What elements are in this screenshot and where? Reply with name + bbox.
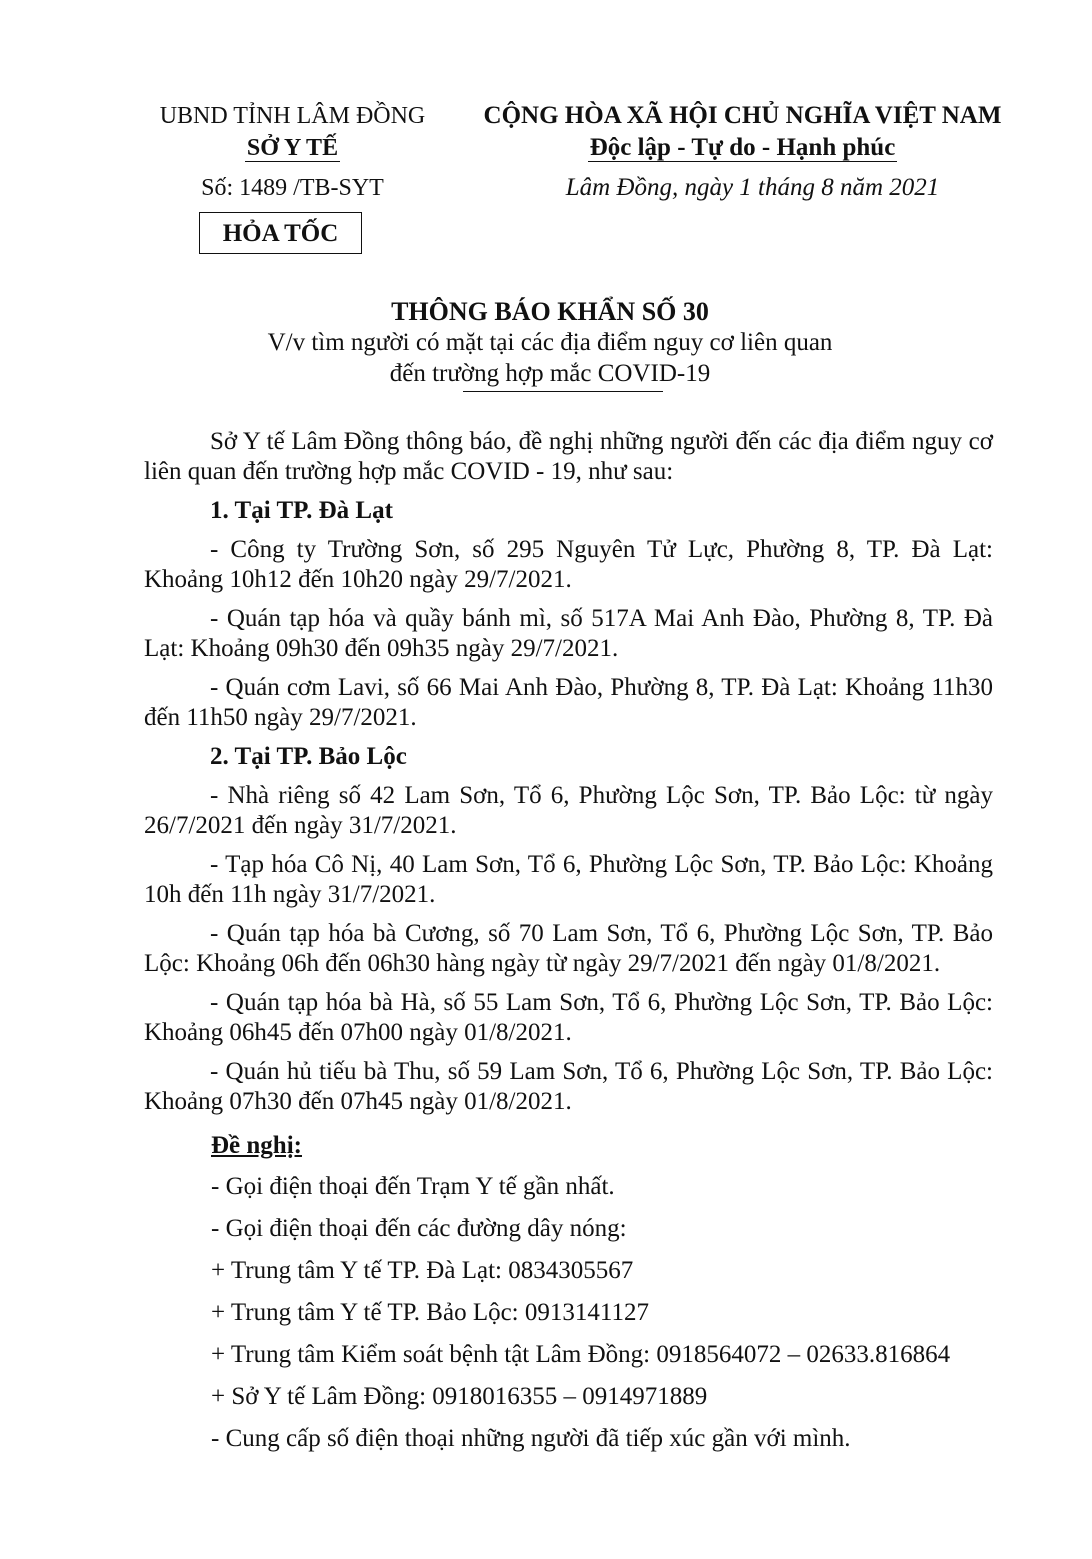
location-item: - Công ty Trường Sơn, số 295 Nguyên Tử Lực, Phường 8, TP. Đà Lạt: Khoảng 10h12 đến 10h20 ngày 29/7/2021. [144, 536, 993, 593]
document-number: Số: 1489 /TB-SYT [201, 175, 384, 201]
urgent-stamp: HỎA TỐC [199, 212, 362, 254]
request-line: - Cung cấp số điện thoại những người đã tiếp xúc gần với mình. [211, 1425, 851, 1452]
location-item: - Quán cơm Lavi, số 66 Mai Anh Đào, Phường 8, TP. Đà Lạt: Khoảng 11h30 đến 11h50 ngày 29/7/2021. [144, 674, 993, 731]
location-item: - Quán tạp hóa bà Hà, số 55 Lam Sơn, Tổ 6, Phường Lộc Sơn, TP. Bảo Lộc: Khoảng 06h45 đến 07h00 ngày 01/8/2021. [144, 989, 993, 1046]
title-divider [463, 391, 663, 392]
section-heading-dalat: 1. Tại TP. Đà Lạt [210, 497, 393, 524]
national-motto: Độc lập - Tự do - Hạnh phúc [589, 134, 896, 161]
hotline-item: + Trung tâm Y tế TP. Đà Lạt: 0834305567 [211, 1257, 634, 1284]
hotline-item: + Trung tâm Y tế TP. Bảo Lộc: 0913141127 [211, 1299, 649, 1326]
request-heading: Đề nghị: [211, 1132, 302, 1159]
location-item: - Nhà riêng số 42 Lam Sơn, Tổ 6, Phường Lộc Sơn, TP. Bảo Lộc: từ ngày 26/7/2021 đến ngày 31/7/2021. [144, 782, 993, 839]
request-line: - Gọi điện thoại đến Trạm Y tế gần nhất. [211, 1173, 615, 1200]
document-body [144, 427, 993, 1460]
location-item: - Tạp hóa Cô Nị, 40 Lam Sơn, Tổ 6, Phường Lộc Sơn, TP. Bảo Lộc: Khoảng 10h đến 11h ngày 31/7/2021. [144, 851, 993, 908]
section-heading-baoloc: 2. Tại TP. Bảo Lộc [210, 743, 407, 770]
document-subject-line-2: đến trường hợp mắc COVID-19 [389, 360, 711, 387]
issuer-dept: SỞ Y TẾ [246, 135, 339, 161]
document-subject-line-1: V/v tìm người có mặt tại các địa điểm nguy cơ liên quan [267, 329, 833, 356]
document-date: Lâm Đồng, ngày 1 tháng 8 năm 2021 [565, 174, 940, 201]
country-name: CỘNG HÒA XÃ HỘI CHỦ NGHĨA VIỆT NAM [483, 102, 1002, 129]
location-item: - Quán hủ tiếu bà Thu, số 59 Lam Sơn, Tổ 6, Phường Lộc Sơn, TP. Bảo Lộc: Khoảng 07h30 đến 07h45 ngày 01/8/2021. [144, 1058, 993, 1115]
document-title-block [120, 296, 980, 389]
document-title: THÔNG BÁO KHẨN SỐ 30 [391, 297, 709, 326]
hotline-item: + Sở Y tế Lâm Đồng: 0918016355 – 0914971889 [211, 1383, 708, 1410]
issuer-block [140, 100, 445, 204]
issuer-org: UBND TỈNH LÂM ĐỒNG [159, 103, 426, 129]
location-item: - Quán tạp hóa và quầy bánh mì, số 517A Mai Anh Đào, Phường 8, TP. Đà Lạt: Khoảng 09h30 đến 09h35 ngày 29/7/2021. [144, 605, 993, 662]
hotline-item: + Trung tâm Kiểm soát bệnh tật Lâm Đồng: 0918564072 – 02633.816864 [211, 1341, 951, 1368]
intro-paragraph: Sở Y tế Lâm Đồng thông báo, đề nghị những người đến các địa điểm nguy cơ liên quan đến trường hợp mắc COVID - 19, như sau: [144, 428, 993, 485]
request-line: - Gọi điện thoại đến các đường dây nóng: [211, 1215, 627, 1242]
national-header [470, 100, 1015, 204]
location-item: - Quán tạp hóa bà Cương, số 70 Lam Sơn, Tổ 6, Phường Lộc Sơn, TP. Bảo Lộc: Khoảng 06h đến 06h30 hàng ngày từ ngày 29/7/2021 đến ngày 01/8/2021. [144, 920, 993, 977]
